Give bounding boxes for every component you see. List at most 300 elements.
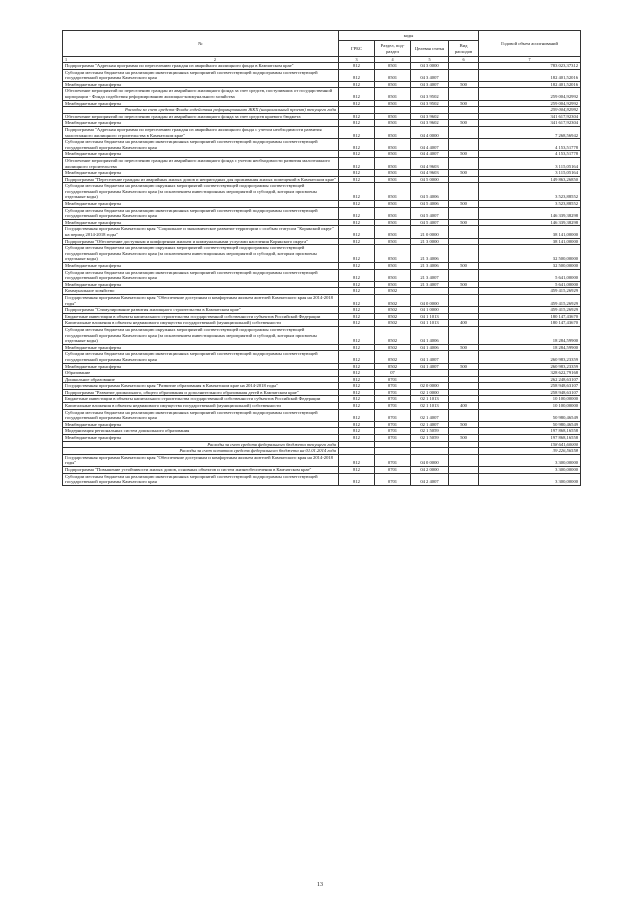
row-kind [449,88,479,100]
row-kind: 400 [449,320,479,327]
table-row [63,81,581,88]
row-kind [449,376,479,383]
budget-table-sheet [62,30,580,486]
row-grbs: 812 [339,421,375,428]
row-name: Субсидии местным бюджетам на реализацию инвестиционных мероприятий соответствующей подпрограммы соответствующей государственной программы Камчатского края [63,473,339,485]
row-kind: 400 [449,403,479,410]
row-amount: 18 284,59900 [479,326,581,344]
table-row [63,307,581,314]
row-kind [449,288,479,295]
row-name: Межбюджетные трансферты [63,421,339,428]
row-target: 04 5 4007 [411,207,449,219]
row-grbs: 812 [339,170,375,177]
row-amount: 182 401,52016 [479,69,581,81]
row-grbs: 812 [339,370,375,377]
row-target: 04 3 9502 [411,88,449,100]
row-name: Подпрограмма "Адресная программа по переселению граждан из аварийного жилищного фонда с учетом необходимости развития малоэтажного жилищного строительства в Камчатском крае" [63,126,339,138]
row-target: 04 1 4007 [411,363,449,370]
table-row [63,139,581,151]
row-section: 0701 [375,389,411,396]
row-name: Капитальные вложения в объекты недвижимого имущества государственной (муниципальной) собственности [63,320,339,327]
row-amount: 341 617,92304 [479,120,581,127]
row-target: 21 3 4006 [411,263,449,270]
row-target: 04 4 9603 [411,157,449,169]
row-target: 21 3 4007 [411,281,449,288]
row-target: 04 5 4006 [411,183,449,201]
table-row [63,183,581,201]
row-target: 21 0 0000 [411,226,449,238]
row-section: 0501 [375,157,411,169]
table-row [63,113,581,120]
row-amount: 50 980,46549 [479,421,581,428]
row-section: 0502 [375,351,411,363]
row-section [375,107,411,114]
row-amount: 4 153,51778 [479,139,581,151]
row-grbs: 812 [339,396,375,403]
row-grbs [339,441,375,448]
row-amount: 38 141,00000 [479,226,581,238]
row-grbs: 812 [339,281,375,288]
table-row [63,219,581,226]
row-section: 0701 [375,403,411,410]
table-row [63,207,581,219]
row-amount: 3 300,00000 [479,467,581,474]
row-grbs: 812 [339,207,375,219]
row-grbs: 812 [339,176,375,183]
row-grbs: 812 [339,219,375,226]
row-grbs: 812 [339,383,375,390]
row-name: Обеспечение мероприятий по переселению граждан из аварийного жилищного фонда за счет средств, поступивших от государственной корпорации - Фонда содействия реформированию жилищно-коммунального хозяйства [63,88,339,100]
page-number: 13 [317,882,323,888]
row-amount: 260 983,23359 [479,351,581,363]
row-amount: 32 500,00000 [479,263,581,270]
table-row [63,288,581,295]
budget-table [62,30,581,486]
row-kind [449,226,479,238]
row-kind [449,396,479,403]
table-row [63,435,581,442]
row-amount: 3 300,00000 [479,473,581,485]
row-amount: 5 641,00000 [479,281,581,288]
table-row [63,383,581,390]
header-target: Целевая статья [411,41,449,57]
row-target: 02 1 4007 [411,409,449,421]
row-amount: 258 948,63107 [479,383,581,390]
row-target: 04 1 4006 [411,344,449,351]
row-grbs: 812 [339,409,375,421]
row-name: Коммунальное хозяйство [63,288,339,295]
row-grbs: 812 [339,389,375,396]
row-name: Государственная программа Камчатского края "Развитие образования в Камчатском крае на 2014-2018 годы" [63,383,339,390]
row-name: Субсидии местным бюджетам на реализацию инвестиционных мероприятий соответствующей подпрограммы соответствующей государственной программы Камчатского края [63,69,339,81]
row-target [411,448,449,455]
row-grbs: 812 [339,88,375,100]
row-grbs: 812 [339,454,375,466]
table-row [63,238,581,245]
row-section: 0501 [375,238,411,245]
row-section [375,448,411,455]
row-kind [449,428,479,435]
table-row [63,363,581,370]
row-target: 04 3 9502 [411,100,449,107]
table-row [63,396,581,403]
row-grbs: 812 [339,294,375,306]
row-target: 02 1 1013 [411,403,449,410]
row-amount: 197 868,16558 [479,435,581,442]
row-amount: 3 523,88552 [479,201,581,208]
row-amount: 180 147,43670 [479,313,581,320]
table-row [63,389,581,396]
column-number: 5 [411,57,449,63]
table-row [63,441,581,448]
row-section: 0502 [375,307,411,314]
row-name: Субсидии местным бюджетам на реализацию окружных мероприятий соответствующей подпрограммы соответствующей государственной программы Камчатского края (за исключением инвестиционных мероприятий и субсидий, которым присвоены отдельные коды) [63,245,339,263]
row-section: 0501 [375,88,411,100]
table-row [63,151,581,158]
row-grbs: 812 [339,245,375,263]
row-name: Субсидии местным бюджетам на реализацию окружных мероприятий соответствующей подпрограммы соответствующей государственной программы Камчатского края (за исключением инвестиционных мероприятий и субсидий, которым присвоены отдельные коды) [63,326,339,344]
row-section: 0502 [375,294,411,306]
row-name: Расходы за счет остатков средств федерального бюджета на 01.01.2014 года [63,448,339,455]
row-section: 0501 [375,170,411,177]
row-name: Расходы за счет средств федерального бюджета текущего года [63,441,339,448]
row-name: Обеспечение мероприятий по переселению граждан из аварийного жилищного фонда с учетом необходимости развития малоэтажного жилищного строительства [63,157,339,169]
row-target: 02 0 0000 [411,383,449,390]
header-total: Годовой объем ассигнований [479,31,581,57]
column-number: 4 [375,57,411,63]
row-target: 04 1 4007 [411,351,449,363]
row-name: Субсидии местным бюджетам на реализацию инвестиционных мероприятий соответствующей подпрограммы соответствующей государственной программы Камчатского края [63,139,339,151]
row-name: Подпрограмма "Повышение устойчивости жилых домов, основных объектов и систем жизнеобеспечения в Камчатском крае" [63,467,339,474]
row-grbs: 812 [339,139,375,151]
row-section: 0701 [375,376,411,383]
row-amount: 3 115,05164 [479,157,581,169]
row-grbs: 812 [339,307,375,314]
row-amount: 259 004,92992 [479,88,581,100]
row-name: Капитальные вложения в объекты недвижимого имущества государственной (муниципальной) собственности [63,403,339,410]
row-name: Подпрограмма "Развитие дошкольного, общего образования и дополнительного образования детей в Камчатском крае" [63,389,339,396]
header-num: № [63,31,339,57]
row-amount: 3 300,00000 [479,454,581,466]
column-number: 1 2 [63,57,339,63]
row-amount: 459 415,26929 [479,307,581,314]
row-kind [449,326,479,344]
row-amount: 3 523,88552 [479,183,581,201]
row-section: 0501 [375,126,411,138]
row-section: 0501 [375,113,411,120]
row-section: 0501 [375,151,411,158]
row-target: 04 0 0000 [411,454,449,466]
row-grbs: 812 [339,473,375,485]
row-amount: 341 617,92304 [479,113,581,120]
row-grbs: 812 [339,100,375,107]
row-section: 0501 [375,281,411,288]
row-target: 04 3 9602 [411,120,449,127]
row-grbs: 812 [339,313,375,320]
row-target: 21 3 4007 [411,269,449,281]
row-name: Образование [63,370,339,377]
row-name: Подпрограмма "Стимулирование развития жилищного строительства в Камчатском крае" [63,307,339,314]
table-row [63,403,581,410]
row-grbs: 812 [339,320,375,327]
row-kind [449,238,479,245]
row-name: Обеспечение мероприятий по переселению граждан из аварийного жилищного фонда за счет средств краевого бюджета [63,113,339,120]
row-name: Государственная программа Камчатского края "Обеспечение доступным и комфортным жильем жителей Камчатского края на 2014-2018 годы" [63,294,339,306]
table-row [63,370,581,377]
row-kind: 500 [449,435,479,442]
row-amount: 459 415,26929 [479,288,581,295]
row-name: Межбюджетные трансферты [63,435,339,442]
header-section: Раздел, под-раздел [375,41,411,57]
row-target: 04 4 9603 [411,170,449,177]
row-section [375,441,411,448]
column-number: 6 [449,57,479,63]
row-name: Межбюджетные трансферты [63,219,339,226]
row-amount: 783 023,37312 [479,63,581,70]
row-kind [449,409,479,421]
table-row [63,344,581,351]
row-name: Субсидии местным бюджетам на реализацию инвестиционных мероприятий соответствующей подпрограммы соответствующей государственной программы Камчатского края [63,351,339,363]
row-grbs: 812 [339,467,375,474]
row-section: 0502 [375,344,411,351]
row-target: 04 1 1013 [411,313,449,320]
row-target: 04 4 4007 [411,139,449,151]
row-kind: 500 [449,344,479,351]
table-row [63,454,581,466]
table-row [63,120,581,127]
row-kind [449,467,479,474]
column-number: 7 [479,57,581,63]
row-name: Подпрограмма "Обеспечение доступным и комфортным жильем и коммунальными услугами населения Корякского округа" [63,238,339,245]
row-section: 0701 [375,473,411,485]
row-name: Межбюджетные трансферты [63,363,339,370]
row-grbs [339,448,375,455]
table-row [63,176,581,183]
row-section: 0701 [375,467,411,474]
row-target: 04 1 0000 [411,307,449,314]
table-row [63,473,581,485]
row-kind [449,441,479,448]
row-section: 0501 [375,100,411,107]
row-amount: 38 141,00000 [479,238,581,245]
table-row [63,281,581,288]
row-target: 04 5 4006 [411,201,449,208]
row-amount: 32 500,00000 [479,245,581,263]
row-name: Межбюджетные трансферты [63,120,339,127]
row-amount: 262 248,63107 [479,376,581,383]
row-section: 0501 [375,139,411,151]
row-section: 0701 [375,409,411,421]
row-section: 0502 [375,320,411,327]
table-row [63,269,581,281]
row-section: 0501 [375,81,411,88]
row-amount: 197 868,16558 [479,428,581,435]
row-name: Субсидии местным бюджетам на реализацию инвестиционных мероприятий соответствующей подпрограммы соответствующей государственной программы Камчатского края [63,269,339,281]
row-kind: 500 [449,170,479,177]
table-row [63,245,581,263]
row-name: Субсидии местным бюджетам на реализацию инвестиционных мероприятий соответствующей подпрограммы соответствующей государственной программы Камчатского края [63,409,339,421]
row-grbs: 812 [339,69,375,81]
row-grbs: 812 [339,428,375,435]
row-target: 02 1 5059 [411,428,449,435]
table-row [63,313,581,320]
table-row [63,294,581,306]
row-kind: 500 [449,263,479,270]
table-row [63,126,581,138]
row-grbs [339,107,375,114]
row-name: Бюджетные инвестиции в объекты капитального строительства государственной собственности субъектов Российской Федерации [63,313,339,320]
row-target: 04 3 0000 [411,63,449,70]
row-kind [449,370,479,377]
table-row [63,467,581,474]
row-kind [449,313,479,320]
row-section: 0501 [375,201,411,208]
row-name: Межбюджетные трансферты [63,170,339,177]
row-section: 0502 [375,326,411,344]
row-name: Подпрограмма "Переселение граждан из аварийных жилых домов и непригодных для проживания жилых помещений в Камчатском крае" [63,176,339,183]
header-grbs: ГРБС [339,41,375,57]
table-row [63,201,581,208]
row-section: 0501 [375,207,411,219]
row-section: 0502 [375,363,411,370]
row-target: 04 5 0000 [411,176,449,183]
row-name: Субсидии местным бюджетам на реализацию окружных мероприятий соответствующей подпрограммы соответствующей государственной программы Камчатского края (за исключением инвестиционных мероприятий и субсидий, которым присвоены отдельные коды) [63,183,339,201]
table-row [63,88,581,100]
row-name: Дошкольное образование [63,376,339,383]
table-row [63,320,581,327]
row-grbs: 812 [339,403,375,410]
row-kind [449,294,479,306]
row-name: Межбюджетные трансферты [63,100,339,107]
row-kind [449,157,479,169]
row-amount: 459 415,26929 [479,294,581,306]
row-amount: 258 948,63107 [479,389,581,396]
row-section: 0701 [375,396,411,403]
row-kind [449,176,479,183]
row-section: 0502 [375,313,411,320]
row-kind [449,107,479,114]
row-amount: 3 115,05164 [479,170,581,177]
row-section: 0501 [375,176,411,183]
row-kind: 500 [449,281,479,288]
row-target: 04 2 4007 [411,473,449,485]
row-target: 21 3 0000 [411,238,449,245]
row-grbs: 812 [339,344,375,351]
table-row [63,448,581,455]
row-section: 0501 [375,263,411,270]
row-target: 04 5 4007 [411,219,449,226]
row-grbs: 812 [339,201,375,208]
row-name: Подпрограмма "Адресная программа по переселению граждан из аварийного жилищного фонда в Камчатском крае" [63,63,339,70]
row-amount: 158 641,60000 [479,441,581,448]
table-row [63,63,581,70]
row-target: 04 4 0000 [411,126,449,138]
row-section: 0701 [375,421,411,428]
row-target: 04 4 4007 [411,151,449,158]
row-section: 0701 [375,454,411,466]
row-amount: 18 284,59900 [479,344,581,351]
table-row [63,157,581,169]
row-kind [449,126,479,138]
row-kind [449,269,479,281]
row-amount: 7 268,56942 [479,126,581,138]
row-grbs: 812 [339,226,375,238]
row-grbs: 812 [339,435,375,442]
row-amount: 39 226,56558 [479,448,581,455]
row-section: 0501 [375,269,411,281]
row-grbs: 812 [339,376,375,383]
row-target: 04 0 0000 [411,294,449,306]
row-name: Межбюджетные трансферты [63,81,339,88]
row-amount: 146 339,38298 [479,207,581,219]
row-amount: 328 622,79168 [479,370,581,377]
row-target: 04 2 0000 [411,467,449,474]
row-section: 0502 [375,288,411,295]
row-grbs: 812 [339,363,375,370]
row-section: 0701 [375,383,411,390]
row-amount: 4 153,51778 [479,151,581,158]
row-target [411,107,449,114]
row-target [411,441,449,448]
row-amount: 50 980,46549 [479,409,581,421]
row-section: 0501 [375,69,411,81]
row-kind: 500 [449,219,479,226]
column-number: 3 [339,57,375,63]
row-kind [449,448,479,455]
table-row [63,226,581,238]
row-kind [449,351,479,363]
row-section: 0501 [375,245,411,263]
row-section: 0501 [375,120,411,127]
row-grbs: 812 [339,351,375,363]
row-kind [449,307,479,314]
row-name: Бюджетные инвестиции в объекты капитального строительства государственной собственности субъектов Российской Федерации [63,396,339,403]
row-kind [449,389,479,396]
row-target: 04 1 4006 [411,326,449,344]
row-kind [449,207,479,219]
row-kind: 500 [449,100,479,107]
row-grbs: 812 [339,120,375,127]
table-row [63,376,581,383]
row-amount: 180 147,43670 [479,320,581,327]
budget-rows [63,63,581,486]
row-section: 0701 [375,435,411,442]
row-kind [449,69,479,81]
row-grbs: 812 [339,288,375,295]
row-target: 04 1 1013 [411,320,449,327]
row-grbs: 812 [339,238,375,245]
row-amount: 260 983,23359 [479,363,581,370]
header-kind: Вид расходов [449,41,479,57]
row-grbs: 812 [339,63,375,70]
row-amount: 10 100,00000 [479,403,581,410]
row-kind [449,63,479,70]
table-row [63,409,581,421]
row-target: 02 1 0000 [411,389,449,396]
row-kind: 500 [449,421,479,428]
row-kind [449,454,479,466]
row-section: 0701 [375,428,411,435]
row-amount: 149 863,26850 [479,176,581,183]
table-row [63,69,581,81]
row-grbs: 812 [339,81,375,88]
row-name: Межбюджетные трансферты [63,201,339,208]
row-name: Межбюджетные трансферты [63,151,339,158]
table-row [63,263,581,270]
row-section: 07 [375,370,411,377]
row-section: 0501 [375,63,411,70]
row-target: 21 3 4006 [411,245,449,263]
